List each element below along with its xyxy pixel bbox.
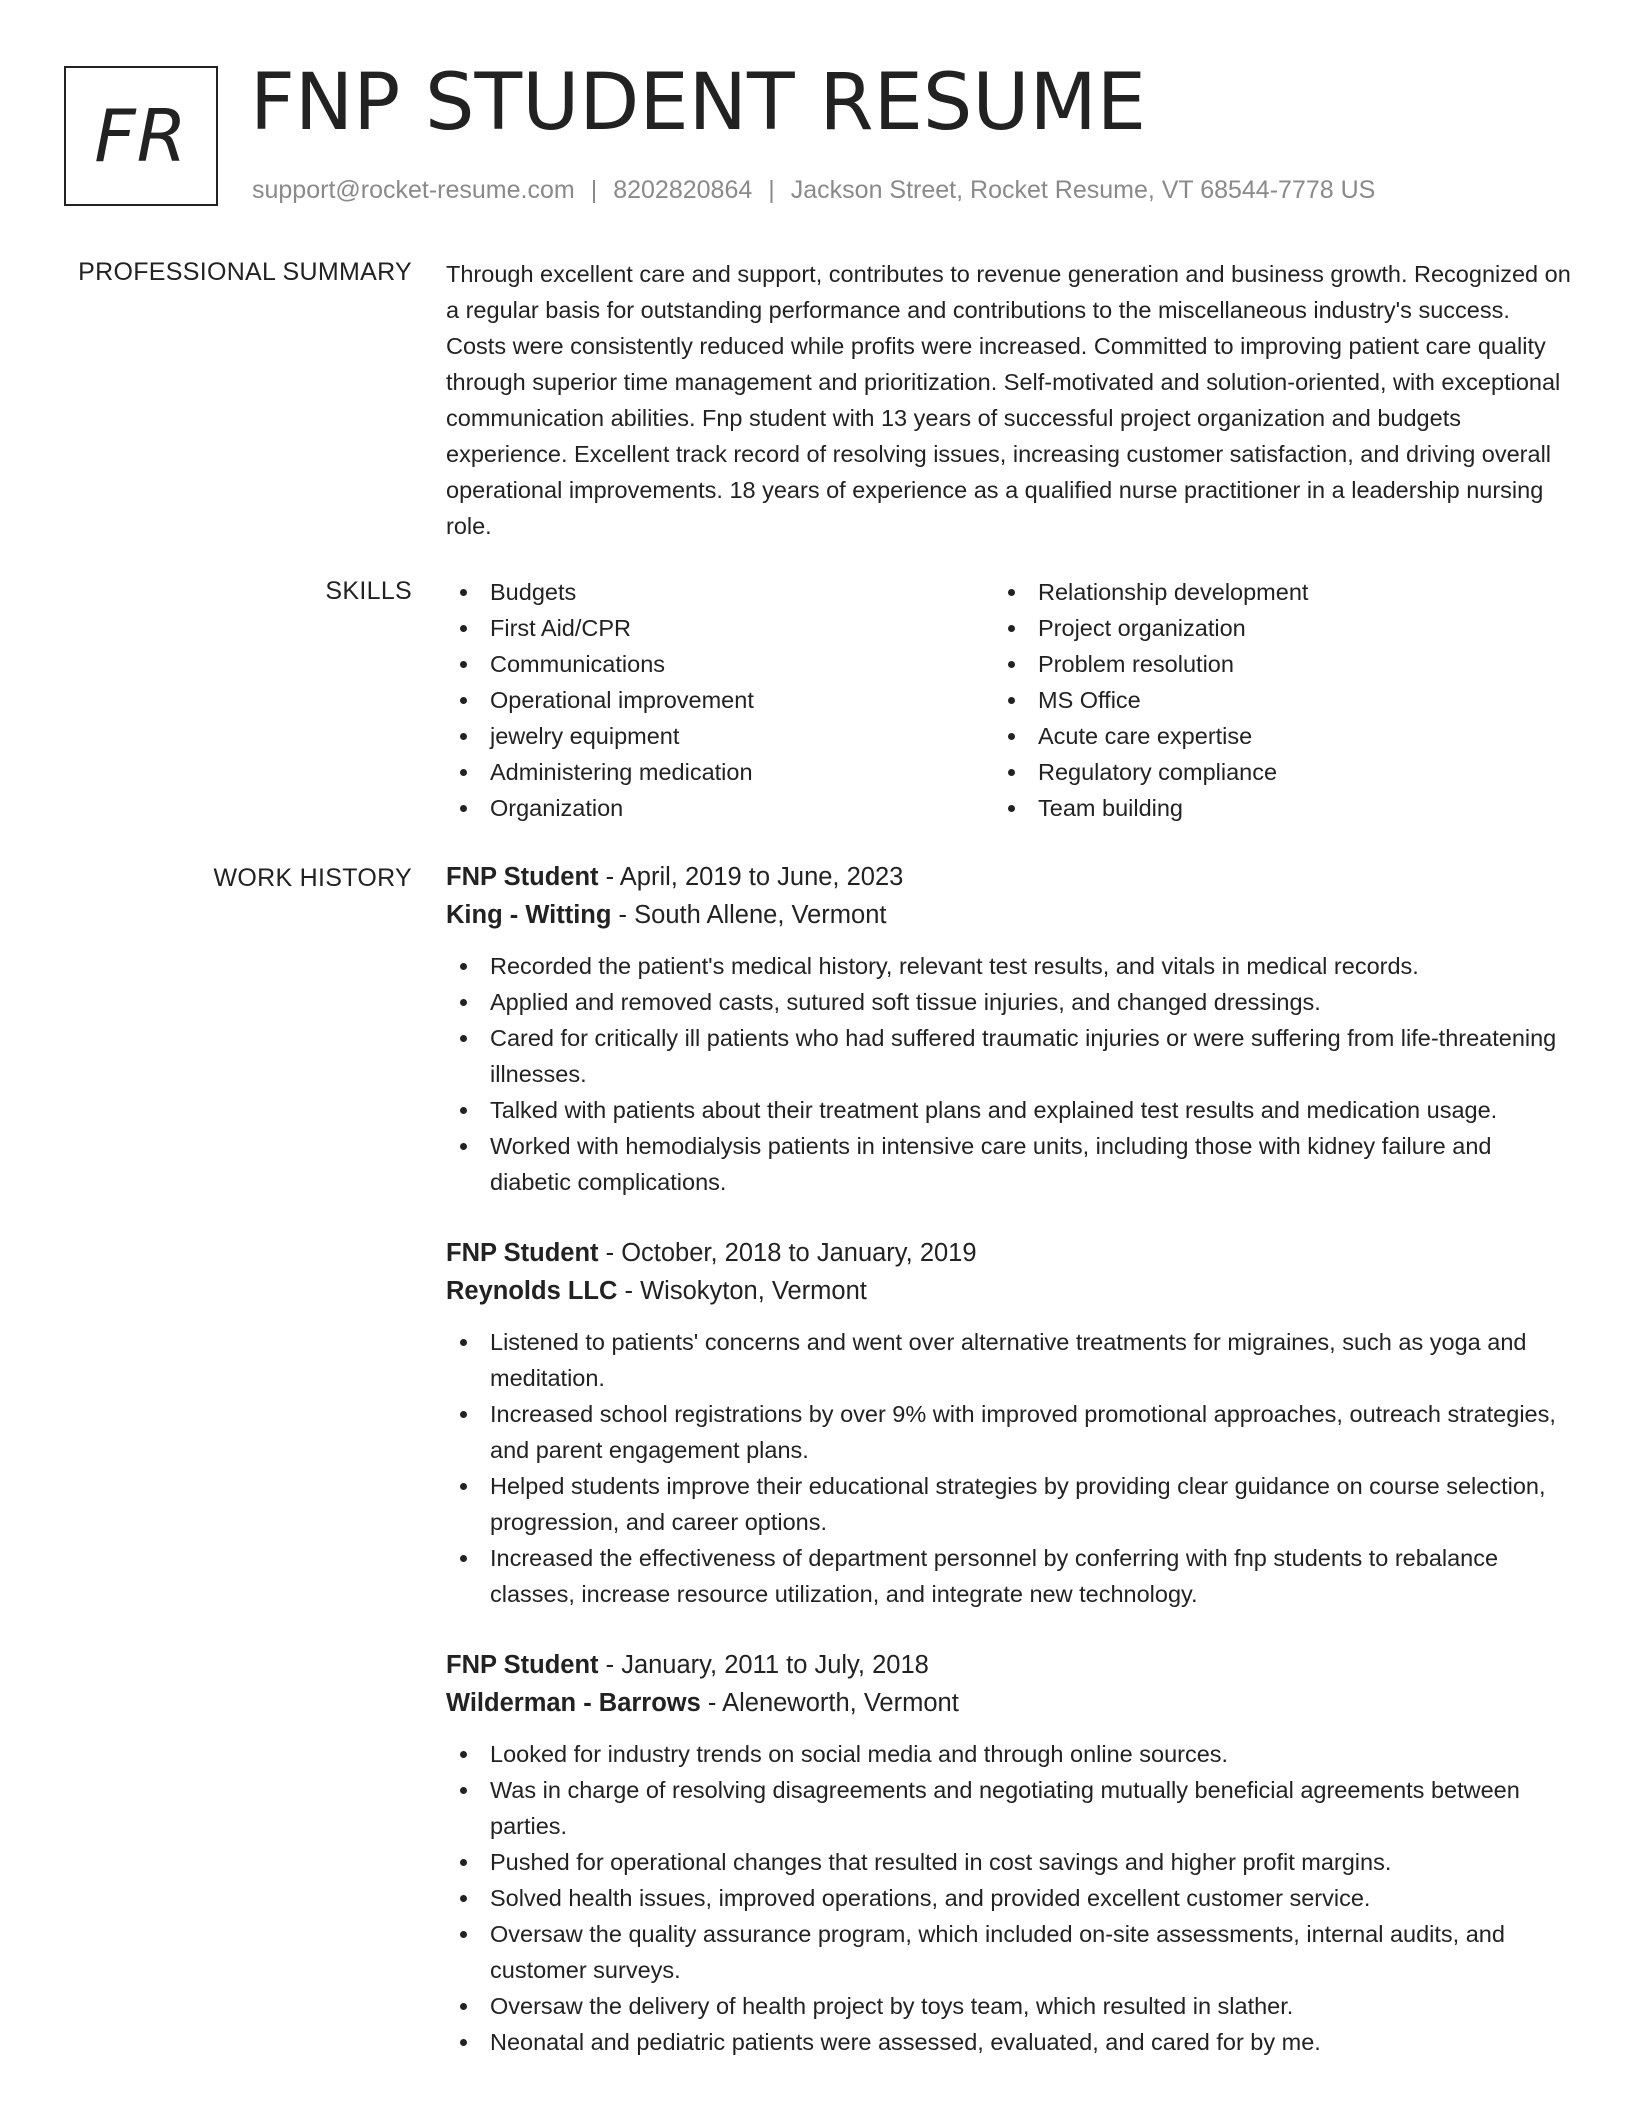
skill-item: Project organization: [994, 610, 1542, 646]
skill-item: Budgets: [446, 574, 994, 610]
job-location: - Aleneworth, Vermont: [700, 1689, 959, 1717]
skills-column-left: [446, 574, 994, 826]
job-duty: Increased the effectiveness of department personnel by conferring with fnp students to rebalance classes, increase resource utilization, and integrate new technology.: [446, 1540, 1576, 1612]
job-location: - South Allene, Vermont: [611, 901, 887, 929]
job-duty: Helped students improve their educational strategies by providing clear guidance on course selection, progression, and career options.: [446, 1468, 1576, 1540]
job-duty: Oversaw the delivery of health project by toys team, which resulted in slather.: [446, 1988, 1576, 2024]
skill-item: First Aid/CPR: [446, 610, 994, 646]
job-duty: Solved health issues, improved operations, and provided excellent customer service.: [446, 1880, 1576, 1916]
summary-heading: PROFESSIONAL SUMMARY: [78, 258, 412, 286]
job-company-line: [446, 1684, 1576, 1722]
job-duty: Neonatal and pediatric patients were assessed, evaluated, and cared for by me.: [446, 2024, 1576, 2060]
skill-item: Team building: [994, 790, 1542, 826]
monogram-initials: FR: [94, 94, 188, 178]
skill-item: Communications: [446, 646, 994, 682]
work-history-heading: WORK HISTORY: [213, 864, 412, 892]
job-title: FNP Student: [446, 863, 599, 891]
skill-item: jewelry equipment: [446, 718, 994, 754]
job-dates: - April, 2019 to June, 2023: [598, 863, 904, 891]
skills-column-right: [994, 574, 1542, 826]
job-duty: Talked with patients about their treatment plans and explained test results and medication usage.: [446, 1092, 1576, 1128]
skill-item: MS Office: [994, 682, 1542, 718]
job-duty: Increased school registrations by over 9% with improved promotional approaches, outreach strategies, and parent engagement plans.: [446, 1396, 1576, 1468]
resume-title: FNP STUDENT RESUME: [250, 58, 1147, 148]
job-duties: [446, 948, 1576, 1200]
contact-address: Jackson Street, Rocket Resume, VT 68544-7778 US: [790, 176, 1376, 204]
job-company: Wilderman - Barrows: [446, 1689, 701, 1717]
job-duty: Listened to patients' concerns and went over alternative treatments for migraines, such as yoga and meditation.: [446, 1324, 1576, 1396]
job-company: King - Witting: [446, 901, 612, 929]
job-duty: Applied and removed casts, sutured soft tissue injuries, and changed dressings.: [446, 984, 1576, 1020]
skills-heading: SKILLS: [325, 577, 412, 605]
summary-section: [446, 256, 1576, 544]
job-duty: Cared for critically ill patients who had suffered traumatic injuries or were suffering from life-threatening illnesses.: [446, 1020, 1576, 1092]
job-entry: [446, 858, 1576, 1200]
job-title: FNP Student: [446, 1651, 599, 1679]
job-entry: [446, 1646, 1576, 2060]
job-duty: Was in charge of resolving disagreements and negotiating mutually beneficial agreements between parties.: [446, 1772, 1576, 1844]
monogram-box: [64, 66, 218, 206]
job-title-line: [446, 1234, 1576, 1272]
job-duty: Looked for industry trends on social media and through online sources.: [446, 1736, 1576, 1772]
job-title-line: [446, 858, 1576, 896]
job-title-line: [446, 1646, 1576, 1684]
contact-email: support@rocket-resume.com: [252, 176, 575, 204]
contact-phone: 8202820864: [613, 176, 753, 204]
skills-grid: [446, 574, 1576, 826]
job-company: Reynolds LLC: [446, 1277, 618, 1305]
job-duties: [446, 1324, 1576, 1612]
job-dates: - January, 2011 to July, 2018: [598, 1651, 929, 1679]
skill-item: Operational improvement: [446, 682, 994, 718]
job-entry: [446, 1234, 1576, 1612]
job-duties: [446, 1736, 1576, 2060]
job-title: FNP Student: [446, 1239, 599, 1267]
skill-item: Regulatory compliance: [994, 754, 1542, 790]
skill-item: Relationship development: [994, 574, 1542, 610]
contact-separator: |: [768, 176, 775, 204]
job-duty: Worked with hemodialysis patients in intensive care units, including those with kidney failure and diabetic complications.: [446, 1128, 1576, 1200]
job-dates: - October, 2018 to January, 2019: [598, 1239, 977, 1267]
job-duty: Pushed for operational changes that resulted in cost savings and higher profit margins.: [446, 1844, 1576, 1880]
job-location: - Wisokyton, Vermont: [617, 1277, 867, 1305]
contact-line: [252, 176, 1375, 205]
job-duty: Oversaw the quality assurance program, which included on-site assessments, internal audits, and customer surveys.: [446, 1916, 1576, 1988]
skill-item: Organization: [446, 790, 994, 826]
skills-section: [446, 574, 1576, 826]
job-duty: Recorded the patient's medical history, relevant test results, and vitals in medical records.: [446, 948, 1576, 984]
skill-item: Administering medication: [446, 754, 994, 790]
summary-text: Through excellent care and support, contributes to revenue generation and business growth. Recognized on a regular basis for outstanding performance and contributions to the miscellaneous industry's success. Costs were consistently reduced while profits were increased. Committed to improving patient care quality through superior time management and prioritization. Self-motivated and solution-oriented, with exceptional communication abilities. Fnp student with 13 years of successful project organization and budgets experience. Excellent track record of resolving issues, increasing customer satisfaction, and driving overall operational improvements. 18 years of experience as a qualified nurse practitioner in a leadership nursing role.: [446, 261, 1571, 539]
contact-separator: |: [590, 176, 598, 204]
job-company-line: [446, 1272, 1576, 1310]
job-company-line: [446, 896, 1576, 934]
skill-item: Problem resolution: [994, 646, 1542, 682]
skill-item: Acute care expertise: [994, 718, 1542, 754]
